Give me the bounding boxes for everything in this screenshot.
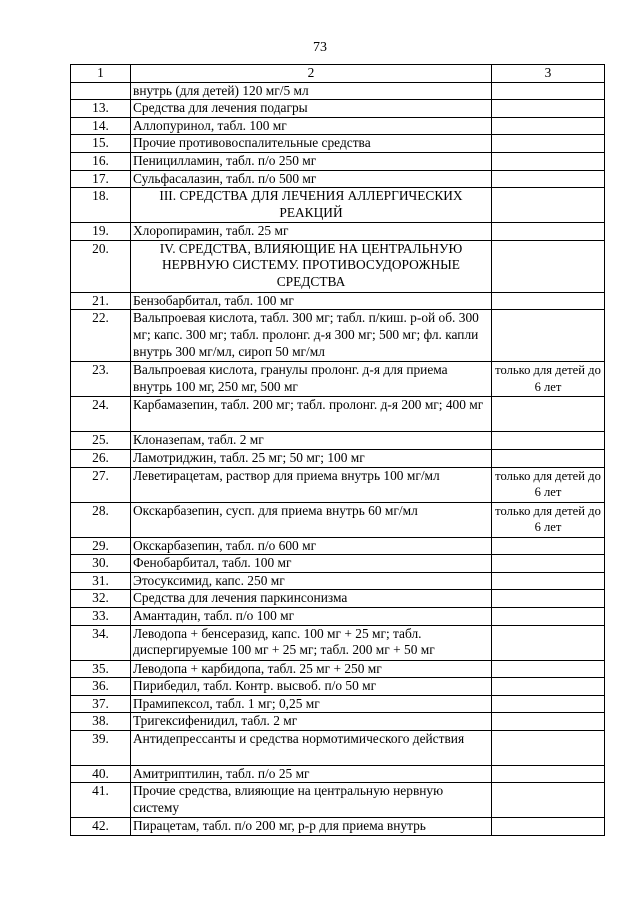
drug-name: Пирибедил, табл. Контр. высвоб. п/о 50 мг — [131, 678, 492, 696]
row-number: 24. — [71, 397, 131, 432]
row-note — [492, 188, 605, 223]
table-row — [71, 730, 605, 765]
row-note — [492, 310, 605, 362]
drug-name: Прамипексол, табл. 1 мг; 0,25 мг — [131, 695, 492, 713]
drug-name: Антидепрессанты и средства нормотимического действия — [131, 730, 492, 765]
row-number: 41. — [71, 783, 131, 818]
row-number: 29. — [71, 537, 131, 555]
column-header-name: 2 — [131, 65, 492, 83]
drug-name: Тригексифенидил, табл. 2 мг — [131, 713, 492, 731]
row-note — [492, 713, 605, 731]
drug-name: Карбамазепин, табл. 200 мг; табл. пролонг. д-я 200 мг; 400 мг — [131, 397, 492, 432]
row-number: 37. — [71, 695, 131, 713]
row-number: 34. — [71, 625, 131, 660]
row-note: только для детей до 6 лет — [492, 362, 605, 397]
row-note — [492, 678, 605, 696]
row-number: 27. — [71, 467, 131, 502]
table-row — [71, 572, 605, 590]
table-row — [71, 432, 605, 450]
table-row — [71, 537, 605, 555]
row-number: 33. — [71, 607, 131, 625]
row-note — [492, 765, 605, 783]
row-number: 23. — [71, 362, 131, 397]
row-note — [492, 818, 605, 836]
section-heading: IV. СРЕДСТВА, ВЛИЯЮЩИЕ НА ЦЕНТРАЛЬНУЮ НЕРВНУЮ СИСТЕМУ. ПРОТИВОСУДОРОЖНЫЕ СРЕДСТВА — [131, 240, 492, 292]
drug-name: Этосуксимид, капс. 250 мг — [131, 572, 492, 590]
drug-name: Пирацетам, табл. п/о 200 мг, р-р для приема внутрь — [131, 818, 492, 836]
row-note — [492, 397, 605, 432]
drug-name: Хлоропирамин, табл. 25 мг — [131, 223, 492, 241]
drug-name: Бензобарбитал, табл. 100 мг — [131, 292, 492, 310]
table-row — [71, 117, 605, 135]
table-row — [71, 240, 605, 292]
drug-name: Леводопа + карбидопа, табл. 25 мг + 250 мг — [131, 660, 492, 678]
row-note — [492, 625, 605, 660]
row-number: 22. — [71, 310, 131, 362]
table-header-row — [71, 65, 605, 83]
drug-name: Средства для лечения подагры — [131, 100, 492, 118]
row-note — [492, 537, 605, 555]
drug-name: Амантадин, табл. п/о 100 мг — [131, 607, 492, 625]
row-note — [492, 223, 605, 241]
drug-name: Сульфасалазин, табл. п/о 500 мг — [131, 170, 492, 188]
table-row — [71, 502, 605, 537]
table-row — [71, 223, 605, 241]
row-number: 32. — [71, 590, 131, 608]
row-note — [492, 783, 605, 818]
row-number: 42. — [71, 818, 131, 836]
table-row — [71, 135, 605, 153]
row-note — [492, 590, 605, 608]
drug-name: Леводопа + бенсеразид, капс. 100 мг + 25 мг; табл. диспергируемые 100 мг + 25 мг; табл. 200 мг + 50 мг — [131, 625, 492, 660]
table-row — [71, 152, 605, 170]
row-note — [492, 292, 605, 310]
row-note — [492, 82, 605, 100]
row-number: 26. — [71, 449, 131, 467]
table-row — [71, 100, 605, 118]
drug-name: Окскарбазепин, табл. п/о 600 мг — [131, 537, 492, 555]
table-row — [71, 660, 605, 678]
row-note — [492, 660, 605, 678]
table-row — [71, 188, 605, 223]
drug-name: Вальпроевая кислота, гранулы пролонг. д-я для приема внутрь 100 мг, 250 мг, 500 мг — [131, 362, 492, 397]
table-row — [71, 625, 605, 660]
drug-name: внутрь (для детей) 120 мг/5 мл — [131, 82, 492, 100]
table-row — [71, 695, 605, 713]
row-note: только для детей до 6 лет — [492, 467, 605, 502]
row-note — [492, 449, 605, 467]
drug-name: Прочие средства, влияющие на центральную нервную систему — [131, 783, 492, 818]
table-row — [71, 713, 605, 731]
row-number: 20. — [71, 240, 131, 292]
table-row — [71, 678, 605, 696]
row-number: 14. — [71, 117, 131, 135]
drug-name: Средства для лечения паркинсонизма — [131, 590, 492, 608]
row-note — [492, 100, 605, 118]
table-row — [71, 449, 605, 467]
row-number: 30. — [71, 555, 131, 573]
row-number: 21. — [71, 292, 131, 310]
row-number: 18. — [71, 188, 131, 223]
drug-list-table — [70, 64, 605, 836]
column-header-number: 1 — [71, 65, 131, 83]
drug-name: Аллопуринол, табл. 100 мг — [131, 117, 492, 135]
drug-name: Окскарбазепин, сусп. для приема внутрь 60 мг/мл — [131, 502, 492, 537]
table-row — [71, 82, 605, 100]
page-number: 73 — [313, 40, 327, 55]
drug-name: Амитриптилин, табл. п/о 25 мг — [131, 765, 492, 783]
drug-name: Клоназепам, табл. 2 мг — [131, 432, 492, 450]
row-number: 16. — [71, 152, 131, 170]
table-row — [71, 467, 605, 502]
table-row — [71, 362, 605, 397]
row-note — [492, 572, 605, 590]
table-body — [71, 82, 605, 835]
drug-name: Прочие противовоспалительные средства — [131, 135, 492, 153]
drug-name: Леветирацетам, раствор для приема внутрь 100 мг/мл — [131, 467, 492, 502]
row-number: 38. — [71, 713, 131, 731]
table-row — [71, 607, 605, 625]
row-number: 36. — [71, 678, 131, 696]
table-row — [71, 765, 605, 783]
table-row — [71, 783, 605, 818]
table-row — [71, 292, 605, 310]
table-row — [71, 590, 605, 608]
row-note — [492, 240, 605, 292]
row-note: только для детей до 6 лет — [492, 502, 605, 537]
row-number: 19. — [71, 223, 131, 241]
row-note — [492, 730, 605, 765]
column-header-note: 3 — [492, 65, 605, 83]
table-row — [71, 310, 605, 362]
table-row — [71, 555, 605, 573]
row-number: 39. — [71, 730, 131, 765]
row-number: 31. — [71, 572, 131, 590]
row-number: 35. — [71, 660, 131, 678]
row-note — [492, 432, 605, 450]
row-note — [492, 555, 605, 573]
row-number: 25. — [71, 432, 131, 450]
row-note — [492, 135, 605, 153]
row-note — [492, 117, 605, 135]
table-row — [71, 170, 605, 188]
row-note — [492, 170, 605, 188]
row-note — [492, 695, 605, 713]
drug-name: Фенобарбитал, табл. 100 мг — [131, 555, 492, 573]
row-note — [492, 607, 605, 625]
drug-name: Ламотриджин, табл. 25 мг; 50 мг; 100 мг — [131, 449, 492, 467]
table-row — [71, 818, 605, 836]
row-number: 17. — [71, 170, 131, 188]
drug-name: Вальпроевая кислота, табл. 300 мг; табл. п/киш. р-ой об. 300 мг; капс. 300 мг; табл. пролонг. д-я 300 мг; 500 мг; фл. капли внутрь 300 мг/мл, сироп 50 мг/мл — [131, 310, 492, 362]
row-number — [71, 82, 131, 100]
drug-name: Пеницилламин, табл. п/о 250 мг — [131, 152, 492, 170]
table-row — [71, 397, 605, 432]
row-number: 40. — [71, 765, 131, 783]
section-heading: III. СРЕДСТВА ДЛЯ ЛЕЧЕНИЯ АЛЛЕРГИЧЕСКИХ РЕАКЦИЙ — [131, 188, 492, 223]
row-number: 15. — [71, 135, 131, 153]
row-note — [492, 152, 605, 170]
row-number: 13. — [71, 100, 131, 118]
row-number: 28. — [71, 502, 131, 537]
